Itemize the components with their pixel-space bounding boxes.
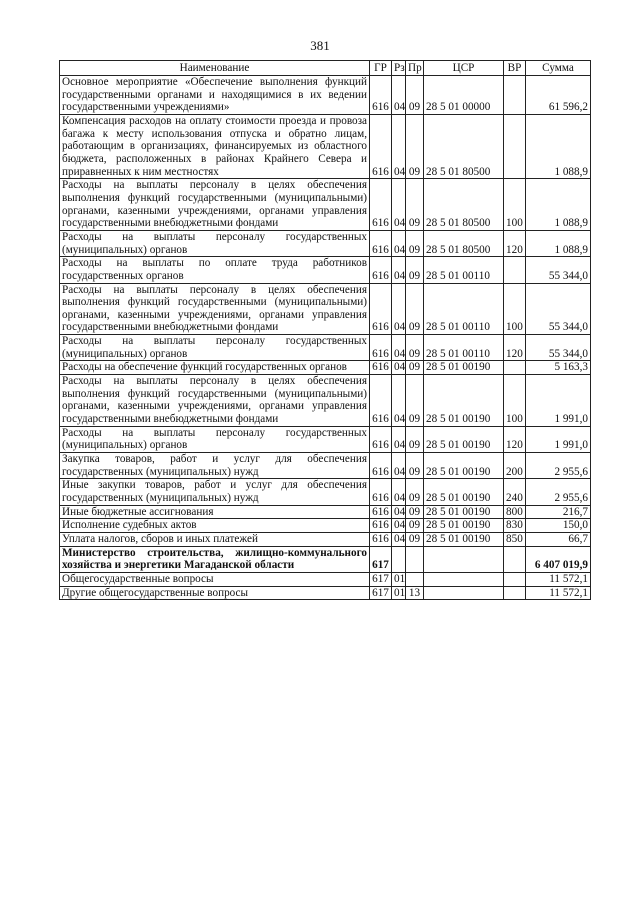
header-vr: ВР (504, 61, 526, 76)
cell-sum: 55 344,0 (526, 283, 591, 335)
cell-csr: 28 5 01 00190 (424, 375, 504, 427)
cell-pr (406, 572, 424, 586)
cell-pr: 09 (406, 479, 424, 505)
header-sum: Сумма (526, 61, 591, 76)
cell-rz: 04 (392, 179, 406, 231)
cell-rz: 04 (392, 532, 406, 546)
table-row (60, 479, 591, 505)
cell-name: Расходы на выплаты персоналу государственных (муниципальных) органов (60, 335, 370, 361)
cell-pr: 09 (406, 76, 424, 115)
cell-name: Другие общегосударственные вопросы (60, 586, 370, 600)
table-row (60, 179, 591, 231)
cell-gr: 616 (370, 335, 392, 361)
cell-vr (504, 361, 526, 375)
cell-vr: 120 (504, 335, 526, 361)
cell-gr: 616 (370, 179, 392, 231)
cell-sum: 11 572,1 (526, 572, 591, 586)
cell-csr: 28 5 01 00190 (424, 519, 504, 533)
cell-pr: 09 (406, 283, 424, 335)
table-row (60, 361, 591, 375)
cell-sum: 150,0 (526, 519, 591, 533)
cell-csr (424, 572, 504, 586)
cell-rz: 01 (392, 586, 406, 600)
cell-pr: 09 (406, 335, 424, 361)
cell-vr: 830 (504, 519, 526, 533)
cell-rz: 04 (392, 375, 406, 427)
cell-pr: 09 (406, 519, 424, 533)
table-row (60, 257, 591, 283)
cell-gr: 616 (370, 257, 392, 283)
cell-vr: 100 (504, 375, 526, 427)
cell-gr: 617 (370, 546, 392, 572)
cell-vr: 100 (504, 283, 526, 335)
cell-rz: 04 (392, 76, 406, 115)
header-pr: Пр (406, 61, 424, 76)
cell-vr (504, 114, 526, 178)
cell-name: Расходы на выплаты персоналу в целях обеспечения выполнения функций государственными (муниципальными) органами, казенными учреждениями, органами управления государственными внебюджетными фондами (60, 375, 370, 427)
cell-pr: 09 (406, 426, 424, 452)
cell-rz: 04 (392, 230, 406, 256)
cell-name: Компенсация расходов на оплату стоимости проезда и провоза багажа к месту использования отпуска и обратно лицам, работающим в организациях, финансируемых из областного бюджета, расположенных в районах Крайнего Севера и приравненных к ним местностях (60, 114, 370, 178)
header-gr: ГР (370, 61, 392, 76)
cell-csr (424, 546, 504, 572)
cell-sum: 6 407 019,9 (526, 546, 591, 572)
cell-gr: 616 (370, 426, 392, 452)
cell-rz: 04 (392, 505, 406, 519)
cell-rz: 04 (392, 479, 406, 505)
cell-vr: 240 (504, 479, 526, 505)
cell-sum: 1 991,0 (526, 375, 591, 427)
cell-gr: 616 (370, 532, 392, 546)
cell-sum: 216,7 (526, 505, 591, 519)
cell-csr: 28 5 01 00190 (424, 426, 504, 452)
table-row (60, 114, 591, 178)
cell-vr (504, 572, 526, 586)
cell-name: Расходы на обеспечение функций государственных органов (60, 361, 370, 375)
cell-gr: 616 (370, 519, 392, 533)
cell-name: Общегосударственные вопросы (60, 572, 370, 586)
cell-rz: 04 (392, 453, 406, 479)
table-row (60, 546, 591, 572)
cell-gr: 616 (370, 479, 392, 505)
table-row (60, 572, 591, 586)
cell-sum: 55 344,0 (526, 335, 591, 361)
table-row (60, 519, 591, 533)
table-row (60, 453, 591, 479)
cell-name: Расходы на выплаты персоналу в целях обеспечения выполнения функций государственными (муниципальными) органами, казенными учреждениями, органами управления государственными внебюджетными фондами (60, 179, 370, 231)
table-body (60, 76, 591, 600)
cell-csr: 28 5 01 00190 (424, 361, 504, 375)
cell-sum: 1 088,9 (526, 179, 591, 231)
cell-vr (504, 546, 526, 572)
cell-rz (392, 546, 406, 572)
table-row (60, 375, 591, 427)
cell-pr: 09 (406, 532, 424, 546)
cell-rz: 04 (392, 114, 406, 178)
table-header-row (60, 61, 591, 76)
cell-sum: 61 596,2 (526, 76, 591, 115)
cell-name: Уплата налогов, сборов и иных платежей (60, 532, 370, 546)
cell-vr: 100 (504, 179, 526, 231)
cell-vr: 120 (504, 426, 526, 452)
cell-pr: 13 (406, 586, 424, 600)
cell-vr (504, 257, 526, 283)
cell-csr: 28 5 01 00190 (424, 453, 504, 479)
cell-csr: 28 5 01 00190 (424, 505, 504, 519)
cell-rz: 04 (392, 283, 406, 335)
cell-csr: 28 5 01 00110 (424, 283, 504, 335)
cell-pr: 09 (406, 114, 424, 178)
cell-gr: 617 (370, 572, 392, 586)
cell-pr: 09 (406, 257, 424, 283)
cell-name: Расходы на выплаты по оплате труда работников государственных органов (60, 257, 370, 283)
cell-sum: 1 088,9 (526, 230, 591, 256)
cell-gr: 616 (370, 114, 392, 178)
cell-name: Министерство строительства, жилищно-коммунального хозяйства и энергетики Магаданской области (60, 546, 370, 572)
cell-rz: 04 (392, 426, 406, 452)
table-row (60, 76, 591, 115)
cell-sum: 1 991,0 (526, 426, 591, 452)
cell-csr (424, 586, 504, 600)
budget-table (59, 60, 591, 600)
cell-name: Иные закупки товаров, работ и услуг для обеспечения государственных (муниципальных) нужд (60, 479, 370, 505)
cell-sum: 1 088,9 (526, 114, 591, 178)
cell-gr: 617 (370, 586, 392, 600)
cell-rz: 04 (392, 335, 406, 361)
cell-rz: 04 (392, 361, 406, 375)
cell-csr: 28 5 01 00000 (424, 76, 504, 115)
cell-gr: 616 (370, 230, 392, 256)
cell-rz: 04 (392, 519, 406, 533)
cell-csr: 28 5 01 00110 (424, 335, 504, 361)
cell-vr: 800 (504, 505, 526, 519)
table-row (60, 283, 591, 335)
page-number: 381 (310, 38, 330, 53)
header-csr: ЦСР (424, 61, 504, 76)
cell-vr: 850 (504, 532, 526, 546)
cell-name: Иные бюджетные ассигнования (60, 505, 370, 519)
cell-name: Расходы на выплаты персоналу в целях обеспечения выполнения функций государственными (муниципальными) органами, казенными учреждениями, органами управления государственными внебюджетными фондами (60, 283, 370, 335)
cell-pr: 09 (406, 361, 424, 375)
cell-vr (504, 76, 526, 115)
cell-vr: 120 (504, 230, 526, 256)
cell-gr: 616 (370, 76, 392, 115)
cell-rz: 04 (392, 257, 406, 283)
cell-pr: 09 (406, 179, 424, 231)
cell-sum: 2 955,6 (526, 453, 591, 479)
cell-gr: 616 (370, 375, 392, 427)
cell-pr: 09 (406, 230, 424, 256)
cell-name: Исполнение судебных актов (60, 519, 370, 533)
cell-gr: 616 (370, 361, 392, 375)
cell-csr: 28 5 01 80500 (424, 179, 504, 231)
cell-gr: 616 (370, 505, 392, 519)
cell-vr (504, 586, 526, 600)
cell-rz: 01 (392, 572, 406, 586)
cell-csr: 28 5 01 80500 (424, 114, 504, 178)
table-row (60, 532, 591, 546)
table-row (60, 586, 591, 600)
header-rz: Рз (392, 61, 406, 76)
cell-csr: 28 5 01 00190 (424, 479, 504, 505)
cell-sum: 11 572,1 (526, 586, 591, 600)
cell-name: Основное мероприятие «Обеспечение выполнения функций государственными органами и находящимися в их ведении государственными учреждениями» (60, 76, 370, 115)
cell-sum: 5 163,3 (526, 361, 591, 375)
cell-gr: 616 (370, 453, 392, 479)
cell-name: Закупка товаров, работ и услуг для обеспечения государственных (муниципальных) нужд (60, 453, 370, 479)
table-row (60, 426, 591, 452)
cell-pr: 09 (406, 505, 424, 519)
table-row (60, 505, 591, 519)
cell-pr: 09 (406, 375, 424, 427)
cell-gr: 616 (370, 283, 392, 335)
cell-sum: 66,7 (526, 532, 591, 546)
cell-vr: 200 (504, 453, 526, 479)
cell-csr: 28 5 01 00190 (424, 532, 504, 546)
cell-pr: 09 (406, 453, 424, 479)
header-name: Наименование (60, 61, 370, 76)
cell-name: Расходы на выплаты персоналу государственных (муниципальных) органов (60, 230, 370, 256)
cell-name: Расходы на выплаты персоналу государственных (муниципальных) органов (60, 426, 370, 452)
cell-sum: 55 344,0 (526, 257, 591, 283)
cell-pr (406, 546, 424, 572)
cell-sum: 2 955,6 (526, 479, 591, 505)
cell-csr: 28 5 01 00110 (424, 257, 504, 283)
table-row (60, 335, 591, 361)
table-row (60, 230, 591, 256)
cell-csr: 28 5 01 80500 (424, 230, 504, 256)
